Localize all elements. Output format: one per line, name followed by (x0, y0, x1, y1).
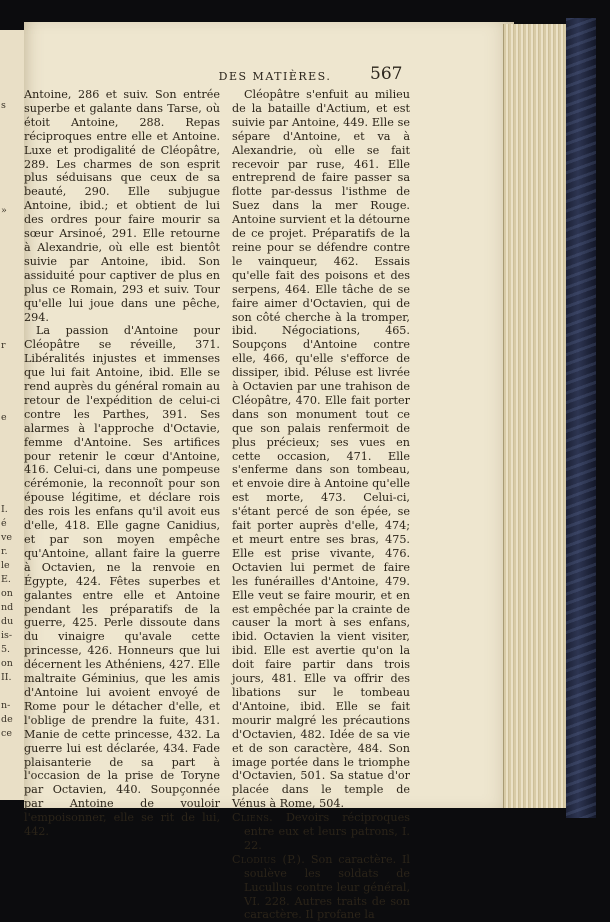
margin-fragment: E. (1, 574, 11, 585)
margin-fragment: on (1, 588, 13, 599)
running-head: DES MATIÈRES. (218, 70, 332, 83)
margin-fragment: II. (1, 672, 12, 683)
margin-fragment: 5. (1, 644, 11, 655)
entry-headword: Cliens. (232, 811, 274, 825)
margin-fragment: is- (1, 630, 13, 641)
margin-fragment: » (1, 205, 7, 216)
margin-fragment: on (1, 658, 13, 669)
margin-fragment: n- (1, 700, 11, 711)
previous-page-edge (0, 30, 25, 800)
index-paragraph: La passion d'Antoine pour Cléopâtre se réveille, 371. Libéralités injustes et immenses que lui fait Antoine, ibid. Elle se rend auprès du général romain au retour de l'expédition de celui-ci contre les Parthes, 391. Ses alarmes à l'approche d'Octavie, femme d'Antoine. Ses artifices pour retenir le cœur d'Antoine, 416. Celui-ci, dans une pompeuse cérémonie, la reconnoît pour son épouse légitime, et déclare rois des rois les enfans qu'il avoit eus d'elle, 418. Elle gagne Canidius, et par son moyen empêche qu'Antoine, allant faire la guerre à Octavien, ne la renvoie en Égypte, 424. Fêtes superbes et galantes entre elle et Antoine pendant les préparatifs de la guerre, 425. Perle dissoute dans du vinaigre qu'avale cette princesse, 426. Honneurs que lui décernent les Athéniens, 427. Elle maltraite Géminius, que les amis d'Antoine lui avoient envoyé de Rome pour le détacher d'elle, et l'oblige de prendre la fuite, 431. Manie de cette princesse, 432. La guerre lui est déclarée, 434. Fade plaisanterie de sa part à l'occasion de la prise de Toryne par Octavien, 440. Soupçonnée par Antoine de vouloir l'empoisonner, elle se rit de lui, 442. (24, 324, 220, 839)
right-column (232, 88, 410, 922)
margin-fragment: ve (1, 532, 12, 543)
margin-fragment: du (1, 616, 14, 627)
index-paragraph: Cléopâtre s'enfuit au milieu de la bataille d'Actium, et est suivie par Antoine, 449. Elle se sépare d'Antoine, et va à Alexandrie, où elle se fait recevoir par ruse, 461. Elle entreprend de faire passer sa flotte par-dessus l'isthme de Suez dans la mer Rouge. Antoine survient et la détourne de ce projet. Préparatifs de la reine pour se défendre contre le vainqueur, 462. Essais qu'elle fait des poisons et des serpens, 464. Elle tâche de se faire aimer d'Octavien, qui de son côté cherche à la tromper, ibid. Négociations, 465. Soupçons d'Antoine contre elle, 466, qu'elle s'efforce de dissiper, ibid. Péluse est livrée à Octavien par une trahison de Cléopâtre, 470. Elle fait porter dans son monument tout ce que son palais renfermoit de plus précieux; ses vues en cette occasion, 471. Elle s'enferme dans son tombeau, et envoie dire à Antoine qu'elle est morte, 473. Celui-ci, s'étant percé de son épée, se fait porter auprès d'elle, 474; et meurt entre ses bras, 475. Elle est prise vivante, 476. Octavien lui permet de faire les funérailles d'Antoine, 479. Elle veut se faire mourir, et en est empêchée par la crainte de causer la mort à ses enfans, ibid. Octavien la vient visiter, ibid. Elle est avertie qu'on la doit faire partir dans trois jours, 481. Elle va offrir des libations sur le tombeau d'Antoine, ibid. Elle se fait mourir malgré les précautions d'Octavien, 482. Idée de sa vie et de son caractère, 484. Son image portée dans le triomphe d'Octavien, 501. Sa statue d'or placée dans le temple de Vénus à Rome, 504. (232, 88, 410, 811)
entry-text: Son caractère. Il soulève les soldats de Lucullus contre leur général, VI. 228. Autres traits de son caractère. Il profane la (244, 852, 410, 922)
margin-fragment: r (1, 340, 6, 351)
entry-text: Devoirs réciproques entre eux et leurs patrons, I. 22. (244, 811, 410, 852)
index-paragraph: Antoine, 286 et suiv. Son entrée superbe et galante dans Tarse, où étoit Antoine, 288. Repas réciproques entre elle et Antoine. Luxe et prodigalité de Cléopâtre, 289. Les charmes de son esprit plus séduisans que ceux de sa beauté, 290. Elle subjugue Antoine, ibid.; et obtient de lui des ordres pour faire mourir sa sœur Arsinoé, 291. Elle retourne à Alexandrie, où elle est bientôt suivie par Antoine, ibid. Son assiduité pour captiver de plus en plus ce Romain, 293 et suiv. Tour qu'elle lui joue dans une pêche, 294. (24, 88, 220, 324)
margin-fragment: é (1, 518, 7, 529)
page-number: 567 (370, 64, 403, 84)
margin-fragment: le (1, 560, 10, 571)
margin-fragment: s (1, 100, 6, 111)
left-column (24, 88, 220, 839)
margin-fragment: I. (1, 504, 8, 515)
margin-fragment: nd (1, 602, 14, 613)
margin-fragment: r. (1, 546, 8, 557)
margin-fragment: e (1, 412, 7, 423)
book-binding (566, 18, 596, 818)
page-stack-edges (503, 24, 570, 808)
entry-headword: Clodius (P.). (232, 852, 306, 866)
margin-fragment: ce (1, 728, 12, 739)
margin-fragment: de (1, 714, 13, 725)
index-entry (232, 853, 410, 922)
